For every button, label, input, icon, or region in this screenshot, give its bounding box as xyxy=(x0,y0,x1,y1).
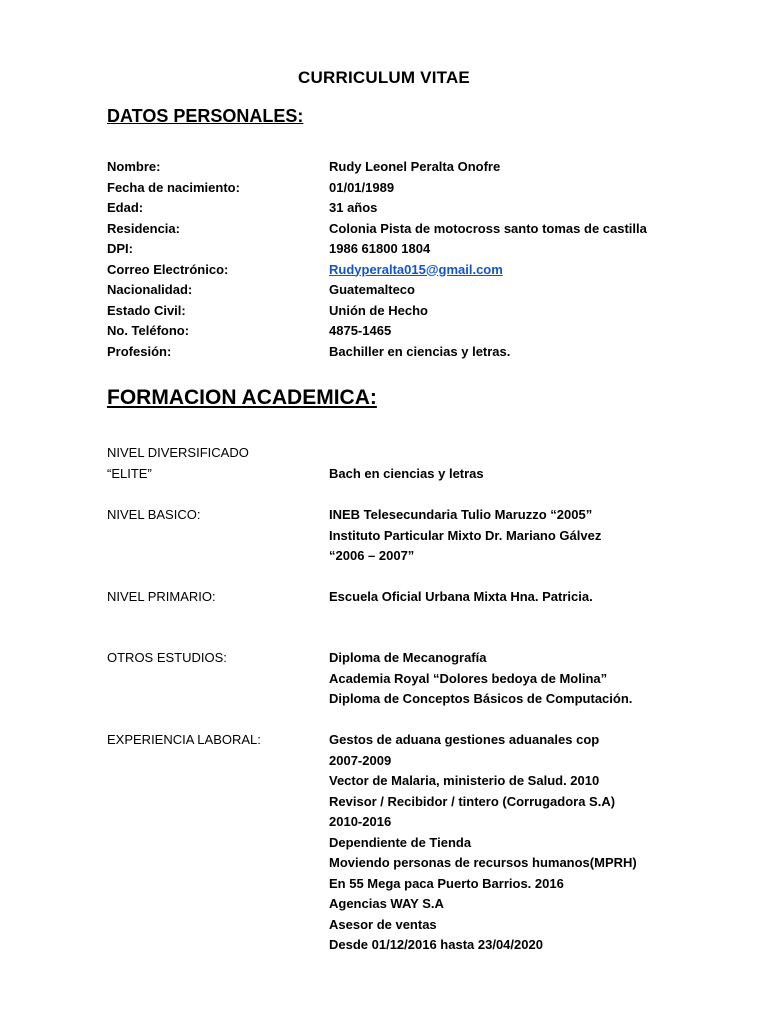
edu-line: Academia Royal “Dolores bedoya de Molina” xyxy=(329,670,608,686)
experience-line: Gestos de aduana gestiones aduanales cop xyxy=(329,732,600,747)
field-value: Bachiller en ciencias y letras. xyxy=(329,343,511,359)
edu-label: OTROS ESTUDIOS: xyxy=(107,650,227,665)
edu-label: “ELITE” xyxy=(107,465,152,481)
field-label: Fecha de nacimiento: xyxy=(107,179,240,195)
experience-line: 2007-2009 xyxy=(329,752,392,768)
personal-row-residence xyxy=(0,221,768,241)
field-value: 4875-1465 xyxy=(329,323,392,338)
edu-line: Diploma de Mecanografía xyxy=(329,650,487,665)
experience-line: Moviendo personas de recursos humanos(MPRH) xyxy=(329,855,637,870)
edu-label: NIVEL PRIMARIO: xyxy=(107,589,216,604)
personal-row-civil-status xyxy=(0,303,768,323)
field-value: Unión de Hecho xyxy=(329,302,428,318)
academic-heading: FORMACION ACADEMICA: xyxy=(107,386,377,409)
experience-line: Asesor de ventas xyxy=(329,916,437,932)
experience-line: Revisor / Recibidor / tintero (Corrugadora S.A) xyxy=(329,793,616,809)
edu-label: EXPERIENCIA LABORAL: xyxy=(107,732,261,747)
personal-row-dpi xyxy=(0,241,768,261)
field-label: Correo Electrónico: xyxy=(107,261,229,277)
field-value: 01/01/1989 xyxy=(329,179,395,195)
edu-line: Escuela Oficial Urbana Mixta Hna. Patricia. xyxy=(329,589,593,604)
personal-row-name xyxy=(0,159,768,179)
edu-line: Diploma de Conceptos Básicos de Computación. xyxy=(329,691,633,706)
edu-label: NIVEL DIVERSIFICADO xyxy=(107,445,249,460)
edu-line: “2006 – 2007” xyxy=(329,548,415,563)
field-value: 31 años xyxy=(329,200,378,215)
personal-row-email xyxy=(0,262,768,282)
field-label: Nombre: xyxy=(107,159,161,174)
field-value: 1986 61800 1804 xyxy=(329,241,431,256)
field-label: DPI: xyxy=(107,241,133,256)
personal-row-birthdate xyxy=(0,180,768,200)
field-label: Residencia: xyxy=(107,220,180,236)
field-label: Profesión: xyxy=(107,343,172,359)
personal-data-heading: DATOS PERSONALES: xyxy=(107,106,304,126)
personal-row-profession xyxy=(0,344,768,364)
edu-line: INEB Telesecundaria Tulio Maruzzo “2005” xyxy=(329,507,593,522)
field-label: Estado Civil: xyxy=(107,302,186,318)
email-link[interactable]: Rudyperalta015@gmail.com xyxy=(329,261,503,277)
personal-row-nationality xyxy=(0,282,768,302)
personal-row-phone xyxy=(0,323,768,343)
experience-line: Dependiente de Tienda xyxy=(329,834,472,850)
experience-line: Desde 01/12/2016 hasta 23/04/2020 xyxy=(329,937,543,952)
experience-line: En 55 Mega paca Puerto Barrios. 2016 xyxy=(329,875,564,891)
field-label: Nacionalidad: xyxy=(107,282,193,297)
personal-row-age xyxy=(0,200,768,220)
edu-line: Instituto Particular Mixto Dr. Mariano Gálvez xyxy=(329,527,602,543)
document-title: CURRICULUM VITAE xyxy=(298,68,470,87)
experience-line: Vector de Malaria, ministerio de Salud. 2010 xyxy=(329,773,600,788)
field-value: Guatemalteco xyxy=(329,282,415,297)
field-label: Edad: xyxy=(107,200,144,215)
experience-line: Agencias WAY S.A xyxy=(329,896,444,911)
field-value: Rudy Leonel Peralta Onofre xyxy=(329,159,501,174)
field-label: No. Teléfono: xyxy=(107,323,190,338)
field-value: Colonia Pista de motocross santo tomas de castilla xyxy=(329,220,647,236)
experience-line: 2010-2016 xyxy=(329,814,392,829)
edu-label: NIVEL BASICO: xyxy=(107,507,201,522)
edu-value: Bach en ciencias y letras xyxy=(329,465,484,481)
